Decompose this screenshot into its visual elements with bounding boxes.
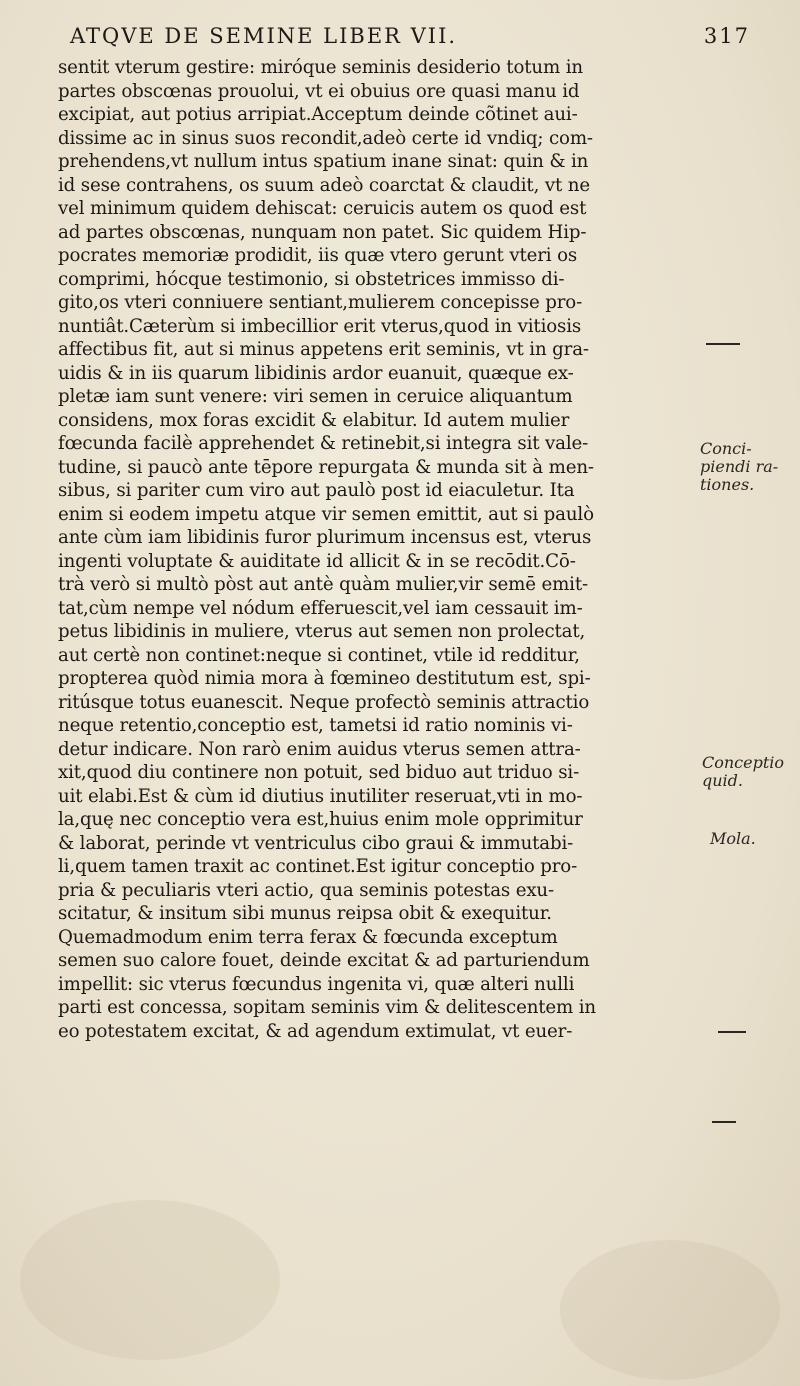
text-line: gito,os vteri conniuere sentiant,mulierem concepisse pro- [58, 292, 583, 313]
text-line: ritúsque totus euanescit. Neque profectò seminis attractio [58, 691, 590, 713]
page-number: 317 [703, 24, 750, 48]
text-line: parti est concessa, sopitam seminis vim & delitescentem in [58, 997, 596, 1018]
margin-note-concipiendi [700, 440, 795, 494]
text-line: detur indicare. Non rarò enim auidus vterus semen attra- [58, 738, 581, 760]
margin-note-line: tiones. [700, 475, 755, 494]
body-text [58, 56, 688, 1043]
text-line: ad partes obscœnas, nunquam non patet. Sic quidem Hip- [58, 221, 587, 243]
margin-rule [718, 1031, 746, 1033]
running-head: ATQVE DE SEMINE LIBER VII. [70, 24, 458, 48]
margin-note-line: Conci- [700, 439, 752, 458]
text-line: nuntiât.Cæterùm si imbecillior erit vterus,quod in vitiosis [58, 315, 582, 337]
text-line: eo potestatem excitat, & ad agendum extimulat, vt euer- [58, 1020, 573, 1042]
text-line: trà verò si multò pòst aut antè quàm mulier,vir semē emit- [58, 574, 589, 595]
text-line: pletæ iam sunt venere: viri semen in ceruice aliquantum [58, 386, 573, 407]
text-line: propterea quòd nimia mora à fœmineo destitutum est, spi- [58, 668, 591, 689]
paper-stain [560, 1240, 780, 1380]
text-line: Quemadmodum enim terra ferax & fœcunda exceptum [58, 926, 558, 948]
margin-note-mola: Mola. [710, 829, 756, 848]
text-line: uidis & in iis quarum libidinis ardor euanuit, quæque ex- [58, 362, 574, 384]
text-line: enim si eodem impetu atque vir semen emittit, aut si paulò [58, 503, 594, 525]
text-line: & laborat, perinde vt ventriculus cibo graui & immutabi- [58, 832, 574, 854]
text-line: comprimi, hócque testimonio, si obstetrices immisso di- [58, 268, 565, 290]
text-line: la,quę nec conceptio vera est,huius enim mole opprimitur [58, 809, 583, 830]
text-line: petus libidinis in muliere, vterus aut semen non prolectat, [58, 621, 586, 642]
text-line: li,quem tamen traxit ac continet.Est igitur conceptio pro- [58, 856, 578, 877]
text-line: id sese contrahens, os suum adeò coarctat & claudit, vt ne [58, 174, 590, 196]
text-line: fœcunda facilè apprehendet & retinebit,si integra sit vale- [58, 433, 589, 454]
text-line: partes obscœnas prouolui, vt ei obuius ore quasi manu id [58, 80, 580, 102]
text-line: tat,cùm nempe vel nódum efferuescit,vel iam cessauit im- [58, 597, 583, 619]
page-header [70, 18, 750, 58]
text-line: uit elabi.Est & cùm id diutius inutiliter reseruat,vti in mo- [58, 785, 583, 807]
text-line: neque retentio,conceptio est, tametsi id ratio nominis vi- [58, 715, 573, 736]
text-line: impellit: sic vterus fœcundus ingenita vi, quæ alteri nulli [58, 973, 575, 995]
text-line: ingenti voluptate & auiditate id allicit & in se recōdit.Cō- [58, 550, 576, 572]
text-line: sibus, si pariter cum viro aut paulò post id eiaculetur. Ita [58, 480, 575, 501]
text-line: pria & peculiaris vteri actio, qua seminis potestas exu- [58, 879, 554, 901]
text-line: affectibus fit, aut si minus appetens erit seminis, vt in gra- [58, 339, 589, 360]
text-line: tudine, si paucò ante tēpore repurgata & munda sit à men- [58, 456, 594, 478]
text-line: dissime ac in sinus suos recondit,adeò certe id vndiq; com- [58, 127, 593, 149]
text-line: scitatur, & insitum sibi munus reipsa obit & exequitur. [58, 903, 552, 924]
text-line: ante cùm iam libidinis furor plurimum incensus est, vterus [58, 527, 592, 548]
text-line: xit,quod diu continere non potuit, sed biduo aut triduo si- [58, 762, 580, 783]
margin-note-conceptio: Conceptio quid. [702, 753, 785, 790]
text-line: prehendens,vt nullum intus spatium inane sinat: quin & in [58, 151, 589, 172]
margin-rule [706, 343, 740, 345]
margin-note-line: piendi ra- [700, 457, 779, 476]
paper-stain [20, 1200, 280, 1360]
text-line: sentit vterum gestire: miróque seminis desiderio totum in [58, 57, 583, 78]
text-line: vel minimum quidem dehiscat: ceruicis autem os quod est [58, 198, 587, 219]
text-line: excipiat, aut potius arripiat.Acceptum deinde cõtinet aui- [58, 104, 578, 125]
text-line: pocrates memoriæ prodidit, iis quæ vtero gerunt vteri os [58, 245, 578, 266]
margin-rule [712, 1121, 736, 1123]
text-line: aut certè non continet:neque si continet, vtile id redditur, [58, 644, 580, 666]
text-line: considens, mox foras excidit & elabitur. Id autem mulier [58, 409, 570, 431]
text-line: semen suo calore fouet, deinde excitat & ad parturiendum [58, 950, 590, 971]
